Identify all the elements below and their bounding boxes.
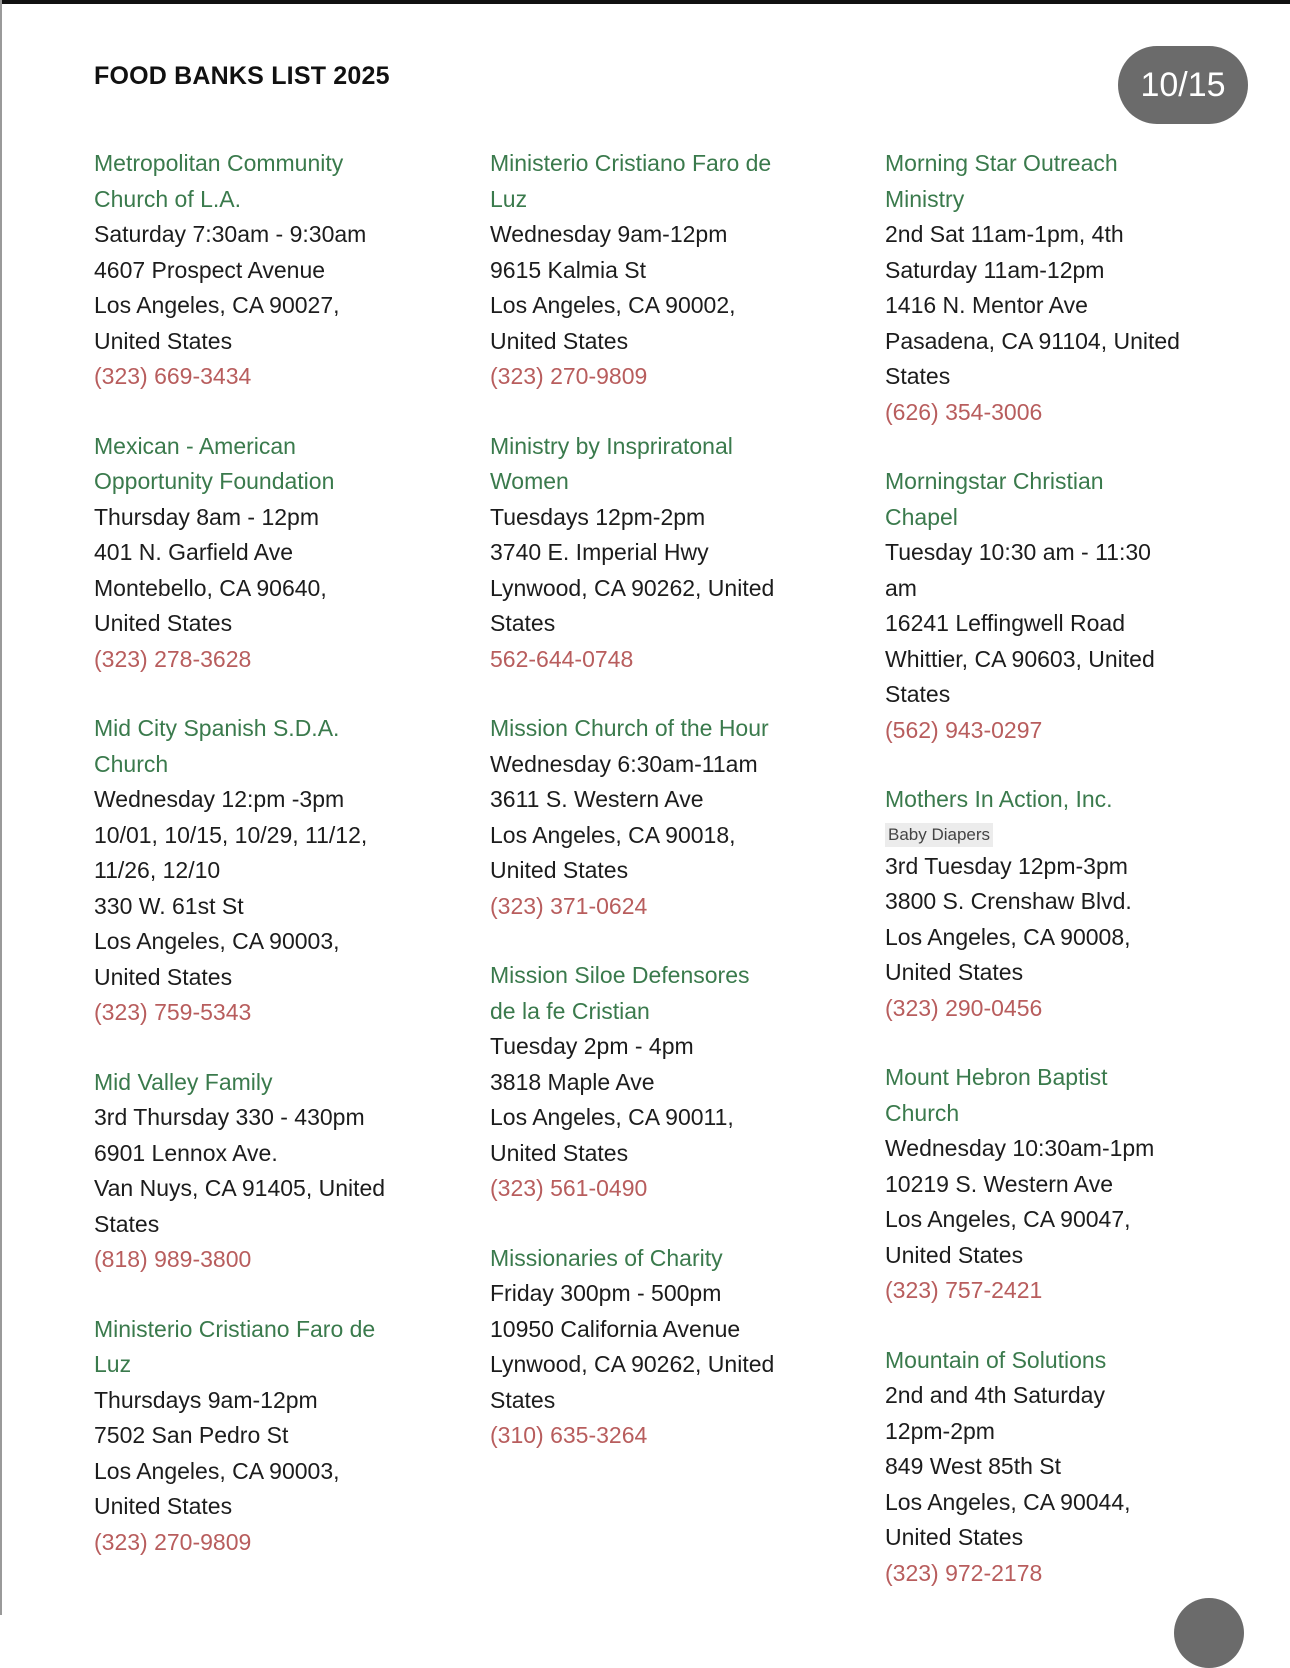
food-bank-detail: Wednesday 9am-12pm (490, 221, 728, 247)
food-bank-name[interactable]: Ministry by Inspriratonal (490, 432, 733, 459)
food-bank-entry (94, 146, 454, 395)
food-bank-entry (490, 711, 850, 924)
top-border (0, 0, 1290, 4)
food-bank-detail: States (94, 1210, 160, 1237)
food-bank-entry (94, 429, 454, 678)
food-bank-entry (490, 429, 850, 678)
food-bank-entry (94, 711, 454, 1031)
food-bank-entry (885, 782, 1245, 1026)
food-bank-name[interactable]: Church of L.A. (94, 185, 242, 212)
food-bank-detail: Wednesday 10:30am-1pm (885, 1135, 1155, 1161)
food-bank-detail: Pasadena, CA 91104, United (885, 327, 1180, 354)
column-2 (490, 146, 850, 1488)
food-bank-name[interactable]: Luz (490, 185, 528, 212)
food-bank-detail: States (885, 363, 951, 389)
food-bank-detail: 10/01, 10/15, 10/29, 11/12, (94, 821, 368, 848)
food-bank-name[interactable]: Mission Church of the Hour (490, 715, 769, 741)
food-bank-detail: 7502 San Pedro St (94, 1422, 289, 1448)
phone-number-link[interactable]: (323) 669-3434 (94, 363, 252, 389)
food-bank-detail: 4607 Prospect Avenue (94, 256, 326, 283)
food-bank-detail: Lynwood, CA 90262, United (490, 574, 775, 601)
food-bank-entry (94, 1065, 454, 1278)
phone-number-link[interactable]: (323) 759-5343 (94, 999, 252, 1025)
food-bank-detail: United States (94, 327, 233, 354)
food-bank-name[interactable]: Church (885, 1099, 960, 1126)
food-bank-entry (885, 146, 1245, 430)
page-title: FOOD BANKS LIST 2025 (94, 62, 390, 90)
food-bank-detail: 9615 Kalmia St (490, 256, 646, 283)
food-bank-name[interactable]: Mount Hebron Baptist (885, 1064, 1108, 1090)
food-bank-name[interactable]: Mountain of Solutions (885, 1346, 1107, 1373)
food-bank-detail: 1416 N. Mentor Ave (885, 292, 1088, 318)
food-bank-detail: Tuesday 2pm - 4pm (490, 1033, 694, 1059)
food-bank-detail: 2nd and 4th Saturday (885, 1382, 1105, 1408)
left-border (0, 0, 2, 1615)
food-bank-detail: Thursdays 9am-12pm (94, 1386, 318, 1413)
food-bank-detail: Saturday 7:30am - 9:30am (94, 221, 367, 247)
food-bank-name[interactable]: Mexican - American (94, 432, 296, 459)
phone-number-link[interactable]: (323) 270-9809 (490, 363, 648, 389)
food-bank-detail: 2nd Sat 11am-1pm, 4th (885, 221, 1124, 247)
service-tag: Baby Diapers (885, 823, 993, 847)
food-bank-detail: Los Angeles, CA 90027, (94, 292, 340, 318)
phone-number-link[interactable]: (562) 943-0297 (885, 716, 1043, 743)
food-bank-detail: Lynwood, CA 90262, United (490, 1351, 775, 1377)
food-bank-detail: 849 West 85th St (885, 1453, 1062, 1479)
column-3 (885, 146, 1245, 1625)
food-bank-detail: Los Angeles, CA 90047, (885, 1206, 1131, 1232)
food-bank-detail: United States (885, 959, 1024, 985)
scroll-indicator[interactable] (1174, 1598, 1244, 1668)
food-bank-detail: Saturday 11am-12pm (885, 256, 1105, 283)
phone-number-link[interactable]: (323) 270-9809 (94, 1528, 252, 1555)
phone-number-link[interactable]: (323) 278-3628 (94, 645, 252, 672)
food-bank-name[interactable]: Mid Valley Family (94, 1068, 273, 1095)
food-bank-name[interactable]: Mothers In Action, Inc. (885, 786, 1113, 812)
food-bank-detail: am (885, 574, 917, 601)
phone-number-link[interactable]: (818) 989-3800 (94, 1246, 252, 1272)
food-bank-detail: States (490, 1386, 556, 1413)
food-bank-name[interactable]: Ministerio Cristiano Faro de (94, 1315, 376, 1342)
food-bank-entry (490, 958, 850, 1207)
food-bank-name[interactable]: de la fe Cristian (490, 997, 650, 1024)
food-bank-detail: 3rd Tuesday 12pm-3pm (885, 852, 1128, 879)
food-bank-detail: 10219 S. Western Ave (885, 1170, 1114, 1197)
food-bank-detail: Los Angeles, CA 90018, (490, 821, 736, 848)
food-bank-detail: Los Angeles, CA 90002, (490, 292, 736, 318)
food-bank-detail: 16241 Leffingwell Road (885, 610, 1125, 636)
food-bank-detail: Montebello, CA 90640, (94, 574, 327, 601)
food-bank-detail: Wednesday 12:pm -3pm (94, 786, 345, 812)
food-bank-entry (94, 1312, 454, 1561)
phone-number-link[interactable]: (323) 371-0624 (490, 892, 648, 919)
food-bank-name[interactable]: Ministerio Cristiano Faro de (490, 150, 772, 176)
food-bank-detail: Los Angeles, CA 90003, (94, 1457, 340, 1484)
food-bank-detail: 6901 Lennox Ave. (94, 1139, 278, 1166)
food-bank-name[interactable]: Church (94, 750, 169, 777)
food-bank-detail: Wednesday 6:30am-11am (490, 750, 758, 777)
food-bank-detail: States (885, 681, 951, 707)
food-bank-detail: Tuesday 10:30 am - 11:30 (885, 539, 1151, 565)
food-bank-detail: 3800 S. Crenshaw Blvd. (885, 888, 1132, 914)
food-bank-detail: United States (490, 1139, 629, 1166)
phone-number-link[interactable]: (626) 354-3006 (885, 398, 1043, 425)
food-bank-detail: United States (94, 963, 233, 990)
food-bank-detail: Los Angeles, CA 90011, (490, 1104, 734, 1130)
food-bank-name[interactable]: Women (490, 468, 569, 494)
food-bank-name[interactable]: Opportunity Foundation (94, 468, 335, 494)
service-tag-row (885, 818, 1245, 849)
food-bank-entry (885, 464, 1245, 748)
food-bank-detail: 401 N. Garfield Ave (94, 539, 294, 565)
food-bank-detail: 3740 E. Imperial Hwy (490, 539, 709, 565)
page-indicator-badge: 10/15 (1118, 46, 1248, 124)
phone-number-link[interactable]: 562-644-0748 (490, 645, 634, 672)
food-bank-detail: 12pm-2pm (885, 1417, 995, 1444)
food-bank-detail: United States (490, 857, 629, 883)
food-bank-detail: United States (94, 1493, 233, 1519)
phone-number-link[interactable]: (310) 635-3264 (490, 1422, 648, 1448)
food-bank-detail: United States (885, 1241, 1024, 1268)
phone-number-link[interactable]: (323) 972-2178 (885, 1559, 1043, 1586)
phone-number-link[interactable]: (323) 561-0490 (490, 1175, 648, 1201)
food-bank-detail: Los Angeles, CA 90003, (94, 928, 340, 954)
food-bank-name[interactable]: Morning Star Outreach (885, 150, 1118, 176)
food-bank-detail: 330 W. 61st St (94, 892, 244, 919)
food-bank-detail: Whittier, CA 90603, United (885, 645, 1155, 672)
food-bank-entry (490, 146, 850, 395)
food-bank-name[interactable]: Missionaries of Charity (490, 1244, 723, 1271)
food-bank-entry (490, 1241, 850, 1454)
food-bank-name[interactable]: Mid City Spanish S.D.A. (94, 715, 340, 741)
food-bank-detail: Van Nuys, CA 91405, United (94, 1175, 386, 1201)
food-bank-detail: United States (490, 327, 629, 354)
food-bank-entry (885, 1060, 1245, 1309)
food-bank-name[interactable]: Luz (94, 1351, 132, 1377)
food-bank-name[interactable]: Mission Siloe Defensores (490, 962, 750, 988)
food-bank-detail: 3rd Thursday 330 - 430pm (94, 1104, 365, 1130)
phone-number-link[interactable]: (323) 290-0456 (885, 994, 1043, 1021)
food-bank-name[interactable]: Ministry (885, 185, 965, 212)
food-bank-detail: Thursday 8am - 12pm (94, 503, 319, 530)
food-bank-name[interactable]: Morningstar Christian (885, 468, 1104, 494)
food-bank-detail: 10950 California Avenue (490, 1315, 741, 1342)
food-bank-detail: United States (94, 610, 233, 636)
food-bank-detail: Friday 300pm - 500pm (490, 1280, 722, 1306)
food-bank-detail: United States (885, 1524, 1024, 1550)
food-bank-detail: Los Angeles, CA 90044, (885, 1488, 1131, 1515)
food-bank-name[interactable]: Chapel (885, 503, 958, 530)
food-bank-detail: Tuesdays 12pm-2pm (490, 503, 706, 530)
food-bank-detail: Los Angeles, CA 90008, (885, 923, 1131, 950)
food-bank-detail: 3611 S. Western Ave (490, 786, 704, 812)
column-1 (94, 146, 454, 1594)
food-bank-detail: States (490, 610, 556, 636)
food-bank-entry (885, 1343, 1245, 1592)
phone-number-link[interactable]: (323) 757-2421 (885, 1277, 1043, 1303)
food-bank-detail: 11/26, 12/10 (94, 857, 221, 883)
food-bank-name[interactable]: Metropolitan Community (94, 150, 344, 176)
food-bank-detail: 3818 Maple Ave (490, 1068, 655, 1095)
